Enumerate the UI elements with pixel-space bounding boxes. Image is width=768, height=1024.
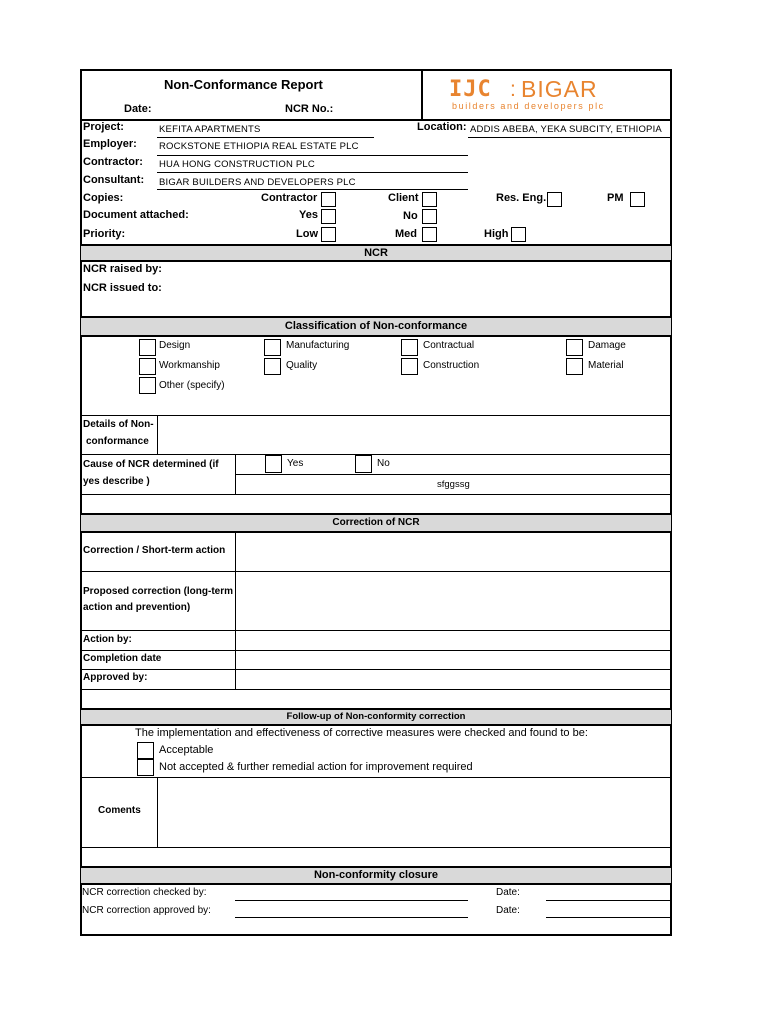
location-value[interactable]: ADDIS ABEBA, YEKA SUBCITY, ETHIOPIA [470, 124, 662, 135]
ncr-no-label: NCR No.: [285, 103, 334, 115]
proposed-correction-line1: Proposed correction (long-term [83, 586, 234, 597]
class-material-checkbox[interactable] [566, 358, 583, 375]
correction-section-header: Correction of NCR [81, 513, 671, 533]
priority-med-label: Med [395, 228, 417, 240]
cause-label-line1: Cause of NCR determined (if [83, 459, 219, 470]
cause-label-line2: yes describe ) [83, 476, 150, 487]
logo-colon: : [510, 78, 517, 101]
details-divider [157, 415, 158, 454]
ncr-section-header: NCR [81, 244, 671, 262]
class-contractual-checkbox[interactable] [401, 339, 418, 356]
class-manufacturing-checkbox[interactable] [264, 339, 281, 356]
location-label: Location: [417, 121, 467, 133]
project-value[interactable]: KEFITA APARTMENTS [159, 124, 261, 135]
details-top-rule [81, 415, 671, 416]
location-underline [468, 137, 671, 138]
checked-date-label: Date: [496, 887, 520, 898]
class-material-label: Material [588, 360, 624, 371]
correction-divider [235, 533, 236, 690]
contractor-underline [157, 172, 468, 173]
correction-rule-4 [81, 669, 671, 670]
comments-label: Coments [98, 805, 141, 816]
consultant-underline [157, 189, 468, 190]
short-term-action-label: Correction / Short-term action [83, 545, 226, 556]
logo-subtitle: builders and developers plc [452, 101, 605, 111]
cause-no-label: No [377, 458, 390, 469]
cause-mid-rule [235, 474, 671, 475]
completion-date-label: Completion date [83, 653, 162, 664]
priority-label: Priority: [83, 228, 126, 240]
details-label-line1: Details of Non- [83, 419, 154, 430]
copies-pm-label: PM [607, 192, 624, 204]
copies-contractor-label: Contractor [261, 192, 318, 204]
document-no-checkbox[interactable] [422, 209, 437, 224]
details-label-line2: conformance [86, 436, 149, 447]
correction-rule-1 [81, 571, 671, 572]
logo-name: BIGAR [521, 76, 598, 102]
correction-rule-5 [81, 689, 671, 690]
project-underline [157, 137, 374, 138]
copies-client-checkbox[interactable] [422, 192, 437, 207]
copies-res-eng-label: Res. Eng. [496, 192, 547, 204]
date-label: Date: [124, 103, 152, 115]
class-damage-label: Damage [588, 340, 626, 351]
cause-bottom-rule [81, 494, 671, 495]
comments-top-rule [81, 777, 671, 778]
classification-section-header: Classification of Non-conformance [81, 316, 671, 337]
checked-date-underline [546, 900, 671, 901]
class-quality-label: Quality [286, 360, 318, 371]
class-construction-checkbox[interactable] [401, 358, 418, 375]
checked-by-underline [235, 900, 468, 901]
class-other-checkbox[interactable] [139, 377, 156, 394]
class-other-label: Other (specify) [159, 380, 225, 391]
copies-res-eng-checkbox[interactable] [547, 192, 562, 207]
priority-high-label: High [484, 228, 509, 240]
document-yes-label: Yes [299, 209, 318, 221]
correction-rule-2 [81, 630, 671, 631]
contractor-value[interactable]: HUA HONG CONSTRUCTION PLC [159, 159, 315, 170]
approved-by-closure-label: NCR correction approved by: [82, 905, 211, 916]
class-manufacturing-label: Manufacturing [286, 340, 350, 351]
details-bottom-rule [81, 454, 671, 455]
priority-low-label: Low [296, 228, 318, 240]
page-title: Non-Conformance Report [164, 77, 323, 92]
class-damage-checkbox[interactable] [566, 339, 583, 356]
cause-description[interactable]: sfggssg [437, 479, 470, 490]
document-attached-label: Document attached: [83, 209, 189, 221]
approved-by-label: Approved by: [83, 672, 148, 683]
header-divider [421, 70, 423, 120]
employer-value[interactable]: ROCKSTONE ETHIOPIA REAL ESTATE PLC [159, 141, 359, 152]
project-label: Project: [83, 121, 124, 133]
copies-pm-checkbox[interactable] [630, 192, 645, 207]
employer-underline [157, 155, 468, 156]
class-construction-label: Construction [423, 360, 480, 371]
employer-label: Employer: [83, 138, 137, 150]
form-frame [80, 69, 672, 936]
action-by-label: Action by: [83, 634, 132, 645]
priority-low-checkbox[interactable] [321, 227, 336, 242]
comments-divider [157, 777, 158, 847]
copies-label: Copies: [83, 192, 124, 204]
copies-contractor-checkbox[interactable] [321, 192, 336, 207]
approved-date-underline [546, 917, 671, 918]
header-bottom-rule [81, 119, 671, 121]
not-accepted-label: Not accepted & further remedial action for improvement required [159, 761, 473, 773]
ncr-issued-to-label: NCR issued to: [83, 282, 162, 294]
class-workmanship-checkbox[interactable] [139, 358, 156, 375]
ncr-raised-by-label: NCR raised by: [83, 263, 162, 275]
document-yes-checkbox[interactable] [321, 209, 336, 224]
document-no-label: No [403, 210, 418, 222]
acceptable-label: Acceptable [159, 744, 214, 756]
checked-by-label: NCR correction checked by: [82, 887, 207, 898]
class-quality-checkbox[interactable] [264, 358, 281, 375]
acceptable-checkbox[interactable] [137, 742, 154, 759]
priority-high-checkbox[interactable] [511, 227, 526, 242]
correction-rule-3 [81, 650, 671, 651]
cause-yes-label: Yes [287, 458, 304, 469]
cause-yes-checkbox[interactable] [265, 455, 282, 473]
not-accepted-checkbox[interactable] [137, 759, 154, 776]
closure-section-header: Non-conformity closure [81, 866, 671, 885]
cause-no-checkbox[interactable] [355, 455, 372, 473]
priority-med-checkbox[interactable] [422, 227, 437, 242]
class-workmanship-label: Workmanship [159, 360, 220, 371]
comments-bottom-rule [81, 847, 671, 848]
class-contractual-label: Contractual [423, 340, 475, 351]
approved-by-underline [235, 917, 468, 918]
consultant-value[interactable]: BIGAR BUILDERS AND DEVELOPERS PLC [159, 177, 356, 188]
consultant-label: Consultant: [83, 174, 145, 186]
class-design-checkbox[interactable] [139, 339, 156, 356]
logo-mark: IJC [449, 77, 492, 102]
proposed-correction-line2: action and prevention) [83, 602, 191, 613]
approved-date-label: Date: [496, 905, 520, 916]
followup-section-header: Follow-up of Non-conformity correction [81, 708, 671, 726]
class-design-label: Design [159, 340, 191, 351]
contractor-label: Contractor: [83, 156, 143, 168]
copies-client-label: Client [388, 192, 419, 204]
followup-statement: The implementation and effectiveness of corrective measures were checked and found to be: [135, 727, 588, 739]
